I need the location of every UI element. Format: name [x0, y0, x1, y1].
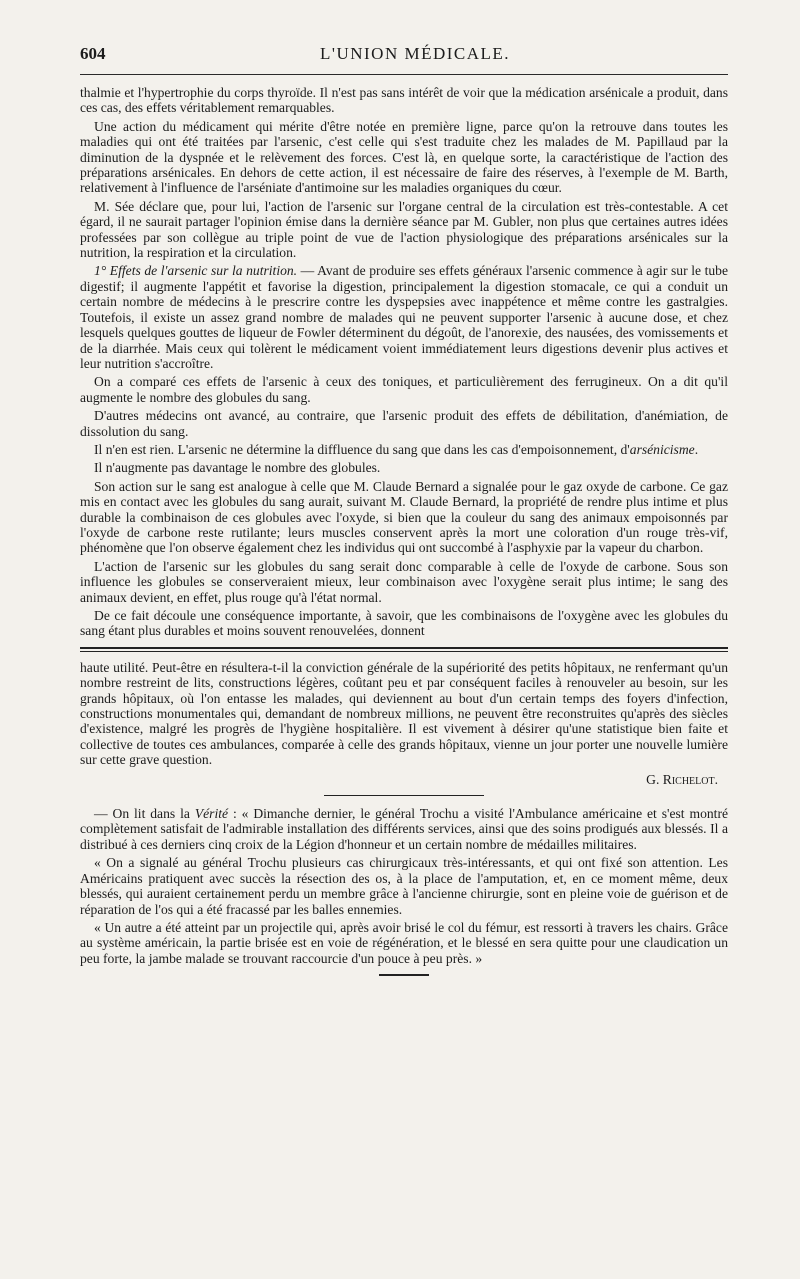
text-span: Il n'en est rien. L'arsenic ne détermine la diffluence du sang que dans les cas d'empoisonnement, d': [94, 441, 630, 457]
running-head: L'UNION MÉDICALE.: [320, 44, 511, 63]
feuilleton-paragraph: [80, 806, 728, 852]
feuilleton-separator: [80, 647, 728, 652]
article-paragraph: [80, 263, 728, 371]
article-paragraph: De ce fait découle une conséquence importante, à savoir, que les combinaisons de l'oxygène avec les globules du sang étant plus durables et moins souvent renouvelées, donnent: [80, 608, 728, 639]
section-heading: 1° Effets de l'arsenic sur la nutrition.: [94, 263, 298, 279]
article-paragraph: thalmie et l'hypertrophie du corps thyroïde. Il n'est pas sans intérêt de voir que la médication arsénicale a produit, dans ces cas, des effets véritablement remarquables.: [80, 85, 728, 116]
italic-term: arsénicisme: [629, 441, 695, 457]
journal-title: Vérité: [194, 806, 229, 822]
article-paragraph: Son action sur le sang est analogue à celle que M. Claude Bernard a signalée pour le gaz oxyde de carbone. Ce gaz mis en contact avec les globules du sang aurait, suivant M. Claude Bernard, la propriété de rendre plus intime et plus durable la combinaison de ces globules avec l'oxyde, si bien que la couleur du sang des animaux empoisonnés par l'oxyde de carbone reste rutilante; leurs muscles conservent après la mort une coloration d'un rouge très-vif, phénomène que l'on observe également chez les individus qui ont succombé à l'asphyxie par la vapeur du charbon.: [80, 478, 728, 556]
article-paragraph: L'action de l'arsenic sur les globules du sang serait donc comparable à celle de l'oxyde de carbone. Sous son influence les globules se conserveraient mieux, leur combinaison avec l'oxygène serait plus intime; le sang des animaux devient, en effet, plus rouge qu'à l'état normal.: [80, 558, 728, 605]
article-paragraph: Il n'augmente pas davantage le nombre des globules.: [94, 460, 381, 476]
article-paragraph: M. Sée déclare que, pour lui, l'action de l'arsenic sur l'organe central de la circulation est très-contestable. A cet égard, il ne saurait partager l'opinion émise dans la dernière séance par M. Gubler, non plus que certaines autres idées professées par son collègue au triple point de vue de l'action physiologique des préparations arsénicales sur la nutrition, la respiration et la circulation.: [80, 198, 728, 261]
article-paragraph: On a comparé ces effets de l'arsenic à ceux des toniques, et particulièrement des ferrugineux. On a dit qu'il augmente le nombre des globules du sang.: [80, 374, 728, 405]
page-header: [80, 44, 728, 75]
feuilleton-paragraph: « On a signalé au général Trochu plusieurs cas chirurgicaux très-intéressants, et qui ont fixé son attention. Les Américains pratiquent avec succès la résection des os, à la place de l'amputation, et, en ce moment même, deux blessés, qui auraient certainement perdu un membre grâce à l'ancienne chirurgie, sont en pleine voie de guérison et de réparation de l'os qui a été fracassé par les balles ennemies.: [80, 855, 728, 917]
text-span: : « Dimanche dernier, le général Trochu a visité l'Ambulance américaine et s'est montré complètement satisfait de l'admirable installation des différents services, ainsi que des soins prodigués aux blessés. Il a distribué à ces derniers cinq croix de la Légion d'honneur et un certain nombre de médailles militaires.: [80, 806, 728, 852]
text-span: — On lit dans la: [94, 806, 195, 822]
feuilleton-paragraph: « Un autre a été atteint par un projectile qui, après avoir brisé le col du fémur, est ressorti à travers les chairs. Grâce au système américain, la partie brisée est en voie de régénération, et le blessé en sera quitte pour une claudication un peu forte, la jambe malade se trouvant raccourcie d'un pouce à peu près. »: [80, 919, 728, 966]
article-paragraph: [80, 442, 728, 457]
article-paragraph: D'autres médecins ont avancé, au contraire, que l'arsenic produit des effets de débilitation, d'anémiation, de dissolution du sang.: [80, 408, 728, 439]
signature: G. Richelot.: [646, 771, 718, 787]
article-paragraph: Une action du médicament qui mérite d'être notée en première ligne, parce qu'on la retrouve dans toutes les maladies qui ont été traitées par l'arsenic, c'est celle qui s'est traduite chez les malades de M. Papillaud par la diminution de la dyspnée et le relèvement des forces. C'est là, en quelque sorte, la caractéristique de l'action des préparations arsénicales. En dehors de cette action, il est nécessaire de faire des réserves, à l'exemple de M. Barth, relativement à l'influence de l'arséniate d'antimoine sur les maladies organiques du cœur.: [80, 118, 728, 196]
feuilleton-column: [80, 660, 728, 976]
divider: [324, 795, 484, 796]
page-number: 604: [80, 44, 106, 63]
feuilleton-paragraph: haute utilité. Peut-être en résultera-t-il la conviction générale de la supériorité des petits hôpitaux, ne renfermant qu'un nombre restreint de lits, constructions légères, coûtant peu et par conséquent faciles à renouveler au besoin, sur les grands hôpitaux, où l'on entasse les malades, qui deviennent au bout d'un certain temps des foyers d'infection, constructions monumentales qui, demandant de nombreux millions, ne peuvent être reconstruites qu'après des siècles d'existence, malgré les progrès de l'hygiène hospitalière. Il est vivement à désirer qu'une statistique bien faite et collective de toutes ces ambulances, comparée à celle des grands hôpitaux, vienne un jour porter une nouvelle lumière sur cette grave question.: [80, 659, 728, 768]
text-span: .: [694, 441, 699, 457]
end-rule: [379, 974, 429, 976]
article-column: [80, 85, 728, 639]
section-text: — Avant de produire ses effets généraux l'arsenic commence à agir sur le tube digestif; il augmente l'appétit et favorise la digestion, principalement la digestion stomacale, ce qui a conduit un certain nombre de médecins à le prescrire contre les dyspepsies avec inappétence et même contre les gastralgies. Toutefois, il existe un assez grand nombre de malades qui ne peuvent supporter l'arsenic à aucune dose, et chez lesquels quelques gouttes de liqueur de Fowler déterminent du dégoût, de l'anorexie, des nausées, des vomissements et de la diarrhée. Mais ceux qui tolèrent le médicament voient immédiatement leurs digestions devenir plus actives et leur nutrition s'accroître.: [80, 263, 728, 371]
